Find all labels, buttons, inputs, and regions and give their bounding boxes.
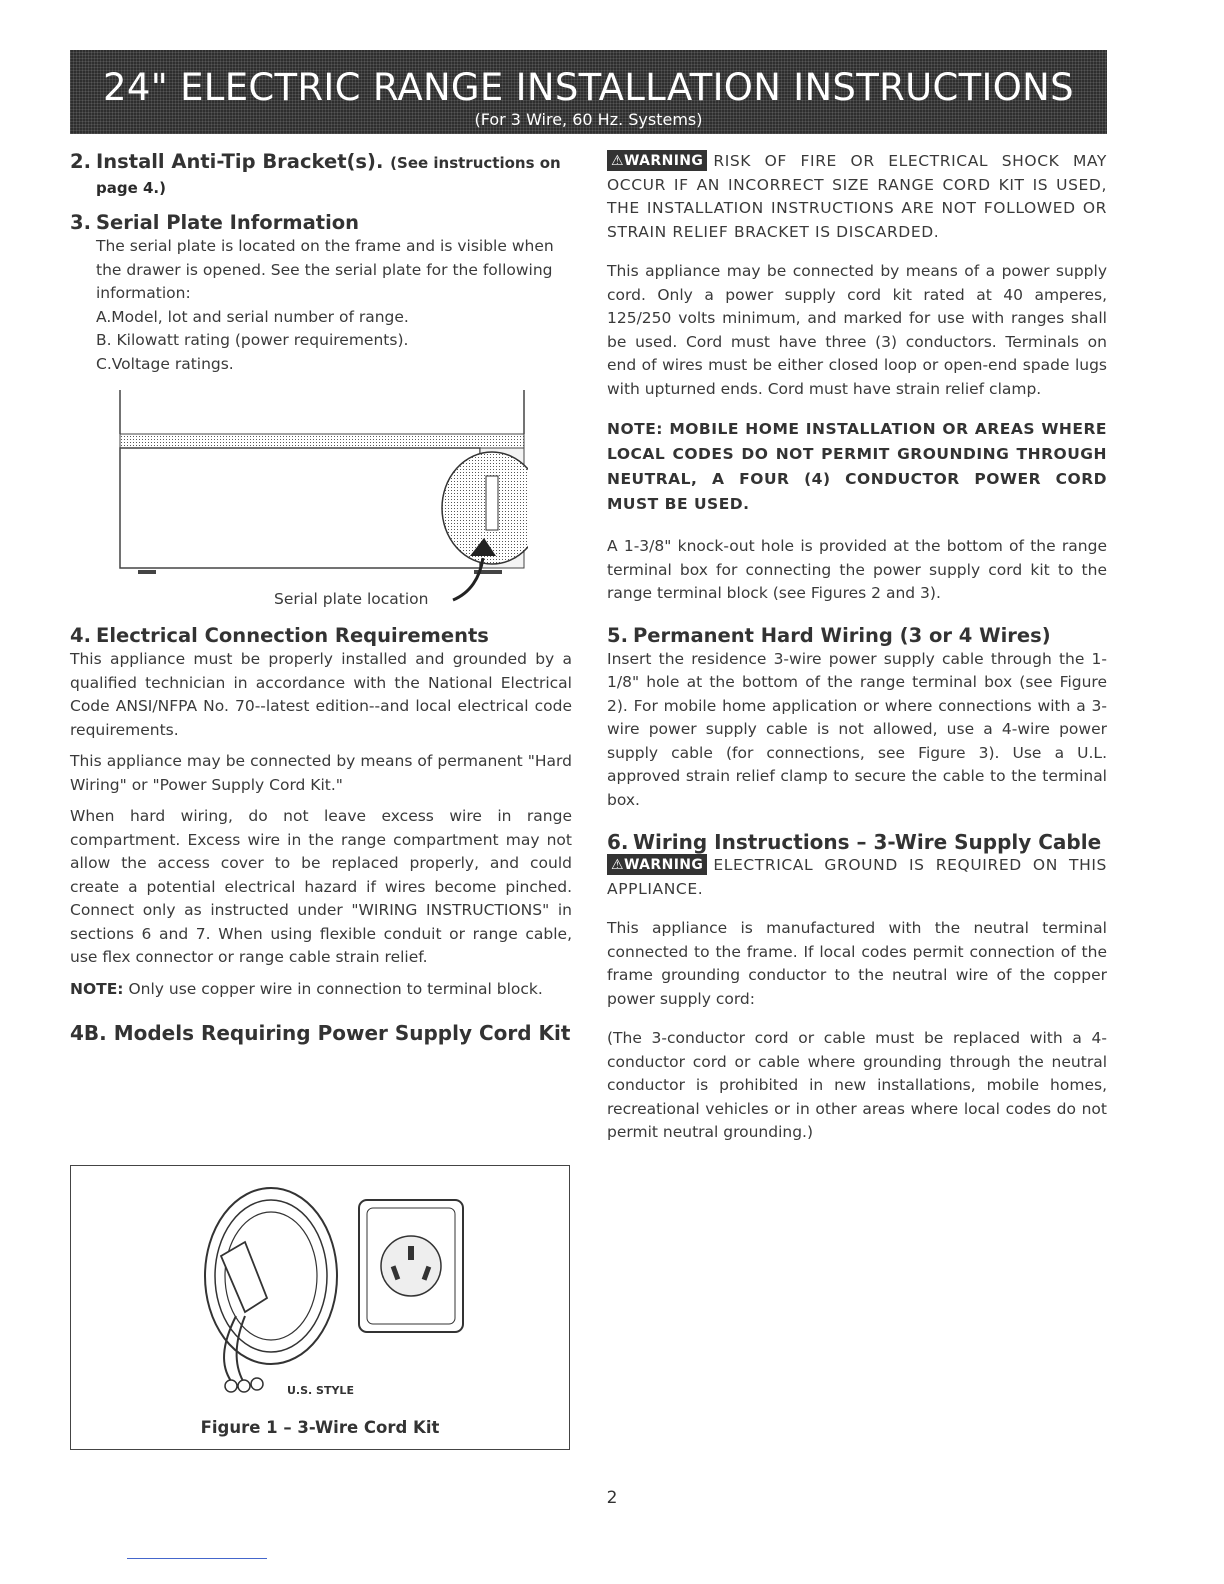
serial-item-a: A.Model, lot and serial number of range.: [96, 307, 409, 326]
section-2-page-ref: page 4.): [96, 179, 166, 197]
serial-plate-label: Serial plate location: [274, 590, 429, 608]
warning-fire-shock: ⚠WARNING RISK OF FIRE OR ELECTRICAL SHOCK MAY OCCUR IF AN INCORRECT SIZE RANGE CORD KIT IS USED, THE INSTALLATION INSTRUCTIONS ARE NOT FOLLOWED OR STRAIN RELIEF BRACKET IS DISCARDED.: [607, 152, 1107, 241]
section-2-heading: 2. Install Anti-Tip Bracket(s). (See instructions on: [70, 150, 561, 173]
cord-kit-paragraph: This appliance may be connected by means of a power supply cord. Only a power supply cord kit rated at 40 amperes, 125/250 volts minimum, and marked for use with ranges shall be used. Cord must have three (3) conductors. Terminals on end of wires must be either closed loop or open-end spade lugs with upturned ends. Cord must have strain relief clamp.: [607, 262, 1107, 398]
range-drawer-illustration: [118, 388, 528, 610]
knockout-hole-paragraph: A 1-3/8" knock-out hole is provided at the bottom of the range terminal box for connecting the power supply cord kit to the range terminal block (see Figures 2 and 3).: [607, 537, 1107, 602]
serial-item-b: B. Kilowatt rating (power requirements).: [96, 331, 409, 349]
section-4-p3: When hard wiring, do not leave excess wire in range compartment. Excess wire in the range compartment may not allow the access cover to be replaced properly, and could create a potential electrical hazard if wires become pinched. Connect only as instructed under "WIRING INSTRUCTIONS" in sections 6 and 7. When using flexible conduit or range cable, use flex connector or range cable strain relief.: [70, 807, 572, 966]
page-subtitle: (For 3 Wire, 60 Hz. Systems): [474, 110, 703, 129]
section-4b-heading: 4B. Models Requiring Power Supply Cord Kit: [70, 1021, 571, 1045]
footer-rule: [127, 1558, 267, 1559]
page-title: 24" ELECTRIC RANGE INSTALLATION INSTRUCTIONS: [103, 66, 1074, 109]
right-column: [607, 150, 1107, 1145]
section-6-p2: (The 3-conductor cord or cable must be replaced with a 4-conductor cord or cable where grounding through the neutral conductor is prohibited in new installations, mobile homes, recreational vehicles or in other areas where local codes do not permit neutral grounding.): [607, 1029, 1107, 1141]
warning-badge: ⚠WARNING: [607, 150, 707, 171]
warning-badge: ⚠WARNING: [607, 854, 707, 875]
section-4-p2: This appliance may be connected by means of permanent "Hard Wiring" or "Power Supply Cord Kit.": [70, 752, 572, 794]
section-5-body: Insert the residence 3-wire power supply cable through the 1-1/8" hole at the bottom of the range terminal box (see Figure 2). For mobile home application or where connections with a 3-wire power supply cable is not allowed, use a 4-wire power supply cable (for connections, see Figure 3). Use a U.L. approved strain relief clamp to secure the cable to the terminal box.: [607, 649, 1107, 809]
section-6-heading: 6. Wiring Instructions – 3-Wire Supply Cable: [607, 830, 1102, 854]
page-number: 2: [606, 1488, 618, 1508]
title-banner: [70, 50, 1107, 134]
serial-item-c: C.Voltage ratings.: [96, 354, 234, 373]
section-4-heading: 4. Electrical Connection Requirements: [70, 624, 489, 647]
warning-ground: ⚠WARNING ELECTRICAL GROUND IS REQUIRED ON THIS APPLIANCE.: [607, 856, 1107, 898]
mobile-home-note: NOTE: MOBILE HOME INSTALLATION OR AREAS WHERE LOCAL CODES DO NOT PERMIT GROUNDING THROUGH NEUTRAL, A FOUR (4) CONDUCTOR POWER CORD MUST BE USED.: [607, 420, 1107, 513]
section-5-heading: 5. Permanent Hard Wiring (3 or 4 Wires): [607, 623, 1051, 647]
section-4-note: NOTE: Only use copper wire in connection to terminal block.: [70, 979, 543, 998]
figure-1-cord-kit: [70, 1165, 570, 1450]
serial-plate-figure: [118, 388, 528, 610]
cord-kit-illustration: [71, 1166, 569, 1406]
left-column: [70, 150, 572, 1045]
us-style-label: U.S. STYLE: [287, 1384, 354, 1397]
section-6-p1: This appliance is manufactured with the neutral terminal connected to the frame. If local codes permit connection of the frame grounding conductor to the neutral wire of the copper power supply cord:: [607, 919, 1107, 1008]
figure-1-caption: Figure 1 – 3-Wire Cord Kit: [200, 1418, 440, 1437]
section-4-p1: This appliance must be properly installed and grounded by a qualified technician in accordance with the National Electrical Code ANSI/NFPA No. 70--latest edition--and local electrical code requirements.: [70, 650, 572, 739]
section-3-heading: 3. Serial Plate Information: [70, 211, 360, 234]
section-3-body: The serial plate is located on the frame and is visible when the drawer is opened. See the serial plate for the following information:: [96, 237, 554, 302]
